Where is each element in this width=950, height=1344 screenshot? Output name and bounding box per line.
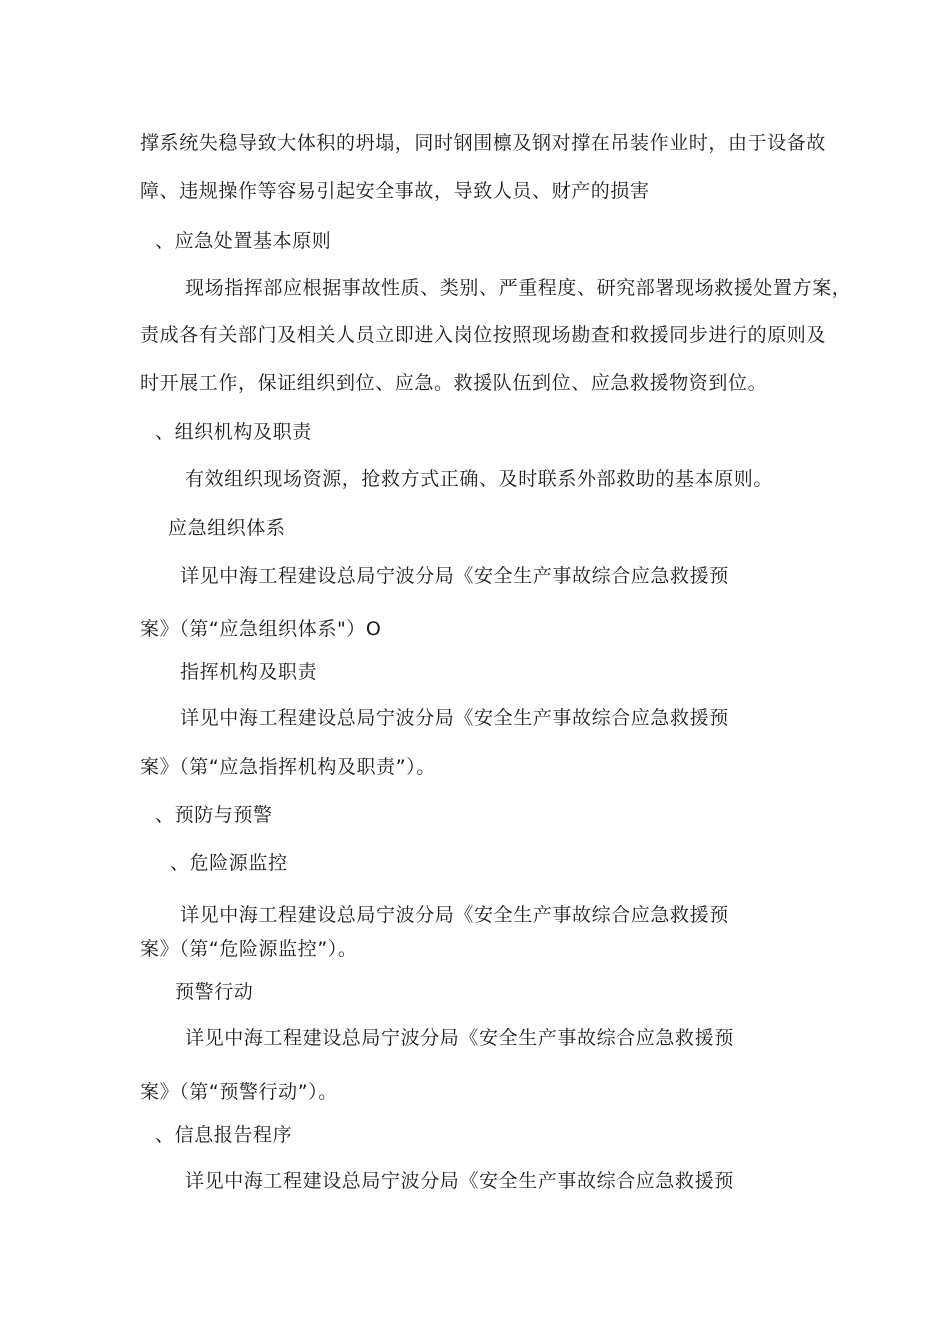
section-heading-prevention-warning: 、预防与预警 [155, 804, 273, 826]
paragraph-line-reference-4: 详见中海工程建设总局宁波分局《安全生产事故综合应急救援预 [185, 1027, 734, 1049]
paragraph-line-principles-1: 现场指挥部应根据事故性质、类别、严重程度、研究部署现场救援处置方案， [185, 277, 852, 299]
section-heading-emergency-principles: 、应急处置基本原则 [155, 230, 332, 252]
paragraph-line-reference-2: 详见中海工程建设总局宁波分局《安全生产事故综合应急救援预 [180, 707, 729, 729]
paragraph-line-principles-2: 责成各有关部门及相关人员立即进入岗位按照现场勘查和救援同步进行的原则及 [140, 324, 827, 346]
subheading-warning-action: 预警行动 [175, 981, 254, 1003]
subheading-emergency-organization-system: 应急组织体系 [168, 517, 286, 539]
paragraph-line-organization: 有效组织现场资源，抢救方式正确、及时联系外部救助的基本原则。 [185, 468, 774, 490]
paragraph-line-reference-1-cont: 案》（第“应急组织体系"）O [140, 618, 382, 640]
paragraph-line-collapse-cause-cont: 障、违规操作等容易引起安全事故，导致人员、财产的损害 [140, 180, 650, 202]
subheading-command-structure: 指挥机构及职责 [180, 661, 318, 683]
section-heading-organization: 、组织机构及职责 [155, 421, 312, 443]
paragraph-line-reference-3-cont: 案》（第“危险源监控”）。 [140, 938, 358, 960]
paragraph-line-reference-4-cont: 案》（第“预警行动”）。 [140, 1081, 338, 1103]
paragraph-line-reference-1: 详见中海工程建设总局宁波分局《安全生产事故综合应急救援预 [180, 565, 729, 587]
subheading-hazard-monitoring: 、危险源监控 [170, 852, 288, 874]
paragraph-line-reference-2-cont: 案》（第“应急指挥机构及职责”）。 [140, 756, 436, 778]
paragraph-line-principles-3: 时开展工作，保证组织到位、应急。救援队伍到位、应急救援物资到位。 [140, 372, 768, 394]
paragraph-line-reference-3: 详见中海工程建设总局宁波分局《安全生产事故综合应急救援预 [180, 904, 729, 926]
section-heading-information-reporting: 、信息报告程序 [155, 1124, 293, 1146]
paragraph-line-reference-5: 详见中海工程建设总局宁波分局《安全生产事故综合应急救援预 [185, 1170, 734, 1192]
paragraph-line-collapse-cause: 撑系统失稳导致大体积的坍塌，同时钢围檩及钢对撑在吊装作业时，由于设备故 [140, 132, 827, 154]
